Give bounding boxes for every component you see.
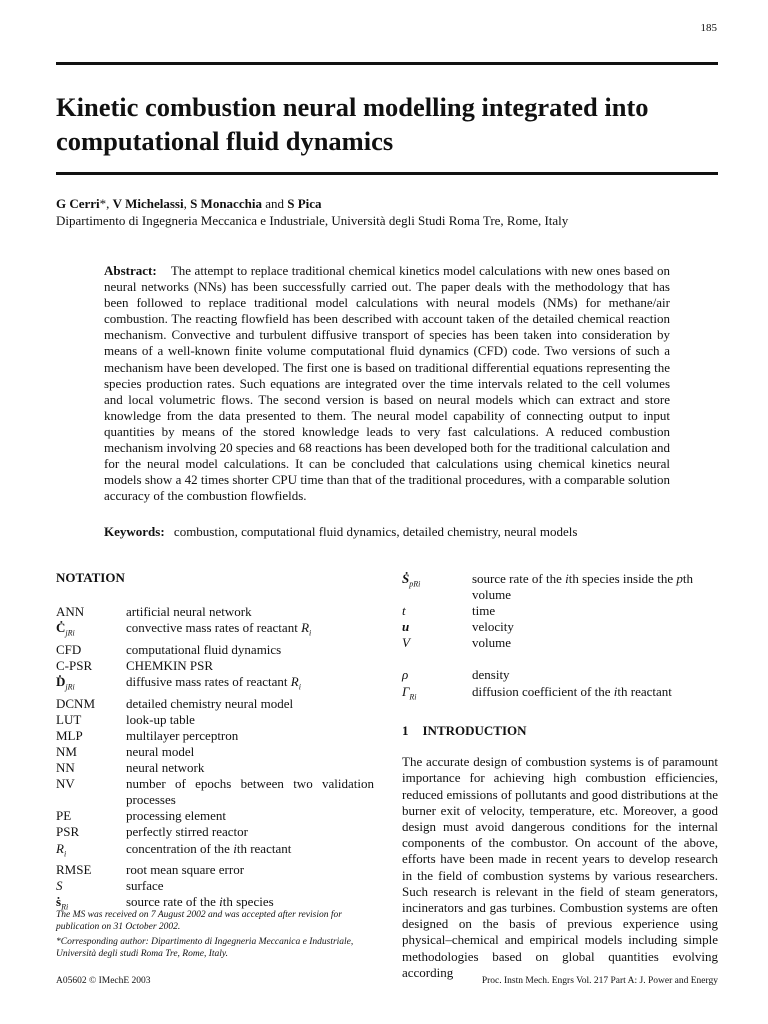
section-title: INTRODUCTION	[422, 723, 527, 739]
symbol-text: CFD	[56, 641, 82, 657]
subscript: Ri	[61, 902, 69, 912]
definition-text: processing element	[126, 808, 226, 824]
notation-symbol	[402, 635, 472, 651]
notation-definition	[126, 841, 374, 863]
notation-definition	[472, 684, 718, 706]
notation-row	[56, 642, 374, 658]
notation-row	[56, 824, 374, 840]
notation-row	[56, 604, 374, 620]
notation-definition	[126, 712, 374, 728]
definition-symbol: i	[233, 840, 237, 856]
notation-definition	[472, 571, 718, 603]
notation-column	[56, 570, 374, 916]
page-number: 185	[700, 22, 717, 34]
definition-tail: th reactant	[236, 840, 292, 856]
notation-symbol	[56, 776, 126, 808]
notation-symbol	[402, 667, 472, 683]
symbol-text: Ṡ	[402, 571, 410, 586]
corresponding-note: *Corresponding author: Dipartimento di Ingegneria Meccanica e Industriale, Università degli studi Roma Tre, Rome, Italy.	[56, 937, 354, 959]
abstract-text: The attempt to replace traditional chemical kinetics model calculations with new ones based on neural networks (NNs) has been successfully carried out. The paper deals with the methodology that has been followed to replace traditional model calculations with neural models (NMs) for methane/air combustion. The reacting flowfield has been described with account taken of the detailed chemical reaction mechanism. Convective and turbulent diffusive transport of species has been taken into consideration by means of a well-known finite volume computational fluid dynamics (CFD) code. Two versions of such a mechanism have been developed. The first one is based on traditional differential equations representing the species production rates. Such equations are integrated over the time intervals related to the cell volumes and local volumetric flows. The second version is based on neural models which can extract and store knowledge from the data presented to them. The neural model capability of connecting output to input quantities by means of the stored knowledge leads to very fast calculations. A reduced combustion mechanism involving 20 species and 68 reactions has been developed both for the traditional calculation and for the neural model calculations. It can be concluded that calculations using chemical kinetics neural models show a 42 times shorter CPU time than that of the traditional procedures, with a comparable solution accuracy of the combustion flowfields.	[104, 263, 670, 504]
symbol-text: NV	[56, 776, 75, 792]
notation-definition	[126, 808, 374, 824]
subscript: i	[298, 682, 301, 692]
symbol-text: PE	[56, 808, 72, 824]
symbol-text: NM	[56, 743, 77, 759]
notation-definition	[126, 674, 374, 696]
definition-tail: th species	[222, 894, 274, 910]
notation-definition	[126, 824, 374, 840]
symbol-text: Γ	[402, 683, 410, 699]
definition-text: th species inside the	[568, 571, 677, 586]
notation-definition	[126, 776, 374, 808]
definition-text: convective mass rates of reactant	[126, 620, 302, 636]
section-heading	[402, 723, 718, 739]
author-list: G Cerri*, V Michelassi, S Monacchia and S Pica	[56, 196, 322, 211]
symbol-text: t	[402, 603, 406, 619]
notation-list	[56, 604, 374, 916]
notation-row	[56, 878, 374, 894]
notation-row	[402, 635, 718, 651]
definition-text: detailed chemistry neural model	[126, 695, 294, 711]
received-note: The MS was received on 7 August 2002 and was accepted after revision for publication on 31 October 2002.	[56, 910, 342, 932]
title-rule	[56, 172, 718, 175]
symbol-text: C-PSR	[56, 657, 93, 673]
notation-definition	[126, 620, 374, 642]
author: G Cerri	[56, 196, 100, 211]
notation-definition	[126, 604, 374, 620]
subscript: jRi	[65, 628, 75, 638]
definition-symbol: i	[613, 683, 618, 699]
definition-text: concentration of the	[126, 840, 234, 856]
notation-symbol	[56, 841, 126, 863]
symbol-text: Ḋ	[56, 673, 66, 689]
symbol-text: V	[402, 635, 410, 651]
definition-text: artificial neural network	[126, 604, 252, 619]
symbol-text: R	[56, 840, 64, 856]
right-column	[402, 571, 718, 981]
definition-text: velocity	[472, 619, 514, 635]
author: S Pica	[287, 196, 322, 211]
subscript: jRi	[65, 682, 75, 692]
notation-row	[56, 728, 374, 744]
symbol-text: NN	[56, 760, 75, 776]
symbol-text: MLP	[56, 727, 83, 743]
definition-text: root mean square error	[126, 862, 245, 878]
notation-symbol	[56, 862, 126, 878]
notation-row	[56, 696, 374, 712]
symbol-text: Ċ	[56, 620, 66, 636]
definition-symbol: p	[676, 571, 683, 586]
definition-text: perfectly stirred reactor	[126, 824, 248, 840]
definition-text: multilayer perceptron	[126, 727, 239, 743]
notation-row	[402, 571, 718, 603]
notation-row	[56, 808, 374, 824]
notation-symbol	[402, 571, 472, 603]
definition-text: diffusion coefficient of the	[472, 683, 614, 699]
notation-symbol	[56, 712, 126, 728]
notation-symbol	[56, 728, 126, 744]
notation-definition	[472, 635, 718, 651]
notation-heading: NOTATION	[56, 570, 125, 585]
definition-text: CHEMKIN PSR	[126, 657, 214, 673]
corresponding-mark: *	[99, 196, 107, 211]
footnotes	[56, 910, 374, 960]
top-rule	[56, 62, 718, 65]
definition-text: source rate of the	[126, 894, 220, 910]
notation-symbol	[402, 619, 472, 635]
definition-text: time	[472, 603, 496, 619]
definition-text: neural model	[126, 743, 195, 759]
definition-text: number of epochs between two validation processes	[126, 776, 374, 808]
definition-text: th reactant	[617, 683, 672, 699]
subscript: i	[63, 849, 67, 859]
symbol-text: PSR	[56, 824, 80, 840]
symbol-text: ρ	[402, 667, 409, 683]
notation-definition	[126, 862, 374, 878]
definition-text: th volume	[472, 571, 693, 603]
notation-definition	[472, 667, 718, 683]
definition-text: look-up table	[126, 711, 195, 727]
keywords-label: Keywords:	[104, 524, 165, 539]
notation-definition	[126, 878, 374, 894]
definition-symbol: i	[219, 894, 223, 910]
notation-symbol	[402, 603, 472, 619]
notation-definition	[126, 744, 374, 760]
spacer	[402, 651, 718, 667]
notation-row	[56, 674, 374, 696]
notation-definition	[126, 760, 374, 776]
symbol-text: u	[402, 619, 410, 635]
notation-row	[402, 684, 718, 706]
notation-definition	[126, 728, 374, 744]
definition-text: computational fluid dynamics	[126, 641, 282, 657]
keywords	[104, 524, 577, 540]
notation-row	[56, 862, 374, 878]
keywords-text: combustion, computational fluid dynamics, detailed chemistry, neural models	[173, 524, 578, 539]
footer-copyright: A05602 © IMechE 2003	[56, 976, 151, 986]
definition-symbol: i	[565, 571, 569, 586]
notation-definition	[472, 603, 718, 619]
notation-symbol	[56, 824, 126, 840]
notation-symbol	[402, 684, 472, 706]
notation-row	[56, 712, 374, 728]
definition-text: neural network	[126, 760, 205, 776]
definition-text: surface	[126, 878, 164, 894]
symbol-text: ANN	[56, 604, 85, 619]
notation-definition	[126, 642, 374, 658]
notation-symbol	[56, 674, 126, 696]
author: V Michelassi	[112, 196, 184, 211]
notation-symbol	[56, 760, 126, 776]
definition-symbol: R	[301, 620, 310, 636]
symbol-text: LUT	[56, 711, 82, 727]
notation-symbol	[56, 744, 126, 760]
author: S Monacchia	[190, 196, 262, 211]
symbol-text: S	[56, 878, 63, 894]
notation-row	[402, 667, 718, 683]
abstract	[104, 263, 670, 504]
introduction-text: The accurate design of combustion systems is of paramount importance for achieving high combustion efficiencies, reduced emissions of pollutants and good distributions at the burner exit of velocity, temperature, etc. Moreover, a good design must avoid dangerous conditions for the internal components of the combustor. On account of the above, efforts have been made in recent years to develop research in the field of combustion systems by various researchers. Such research is relevant in the field of steam generators, incinerators and gas turbines. Combustion systems are often designed on the basis of previous experience using physical–chemical and empirical models including simple methodologies based on global quantities evolving according	[402, 754, 718, 980]
subscript: i	[309, 628, 312, 638]
notation-definition	[126, 696, 374, 712]
notation-row	[56, 841, 374, 863]
subscript: Ri	[409, 692, 417, 702]
symbol-text: RMSE	[56, 862, 92, 878]
symbol-text: DCNM	[56, 695, 96, 711]
abstract-label: Abstract:	[104, 263, 157, 278]
notation-symbol	[56, 620, 126, 642]
notation-row	[402, 619, 718, 635]
notation-row	[56, 620, 374, 642]
notation-symbol	[56, 642, 126, 658]
notation-symbol	[56, 696, 126, 712]
symbol-text: ṡ	[56, 894, 62, 910]
notation-symbol	[56, 604, 126, 620]
definition-text: volume	[472, 635, 511, 651]
affiliation: Dipartimento di Ingegneria Meccanica e Industriale, Università degli Studi Roma Tre, Rome, Italy	[56, 213, 569, 228]
notation-row	[56, 658, 374, 674]
definition-symbol: R	[290, 673, 299, 689]
notation-row	[56, 760, 374, 776]
notation-list-continued	[402, 571, 718, 705]
section-number: 1	[402, 723, 409, 739]
notation-definition	[472, 619, 718, 635]
notation-symbol	[56, 878, 126, 894]
notation-symbol	[56, 658, 126, 674]
paper-title: Kinetic combustion neural modelling integrated into computational fluid dynamics	[56, 92, 649, 156]
definition-text: density	[472, 667, 510, 683]
notation-symbol	[56, 808, 126, 824]
definition-text: source rate of the	[472, 571, 566, 586]
definition-text: diffusive mass rates of reactant	[126, 673, 291, 689]
notation-definition	[126, 658, 374, 674]
footer-journal: Proc. Instn Mech. Engrs Vol. 217 Part A: J. Power and Energy	[481, 976, 718, 986]
notation-row	[56, 776, 374, 808]
notation-row	[402, 603, 718, 619]
subscript: pRi	[409, 579, 421, 589]
notation-row	[56, 744, 374, 760]
